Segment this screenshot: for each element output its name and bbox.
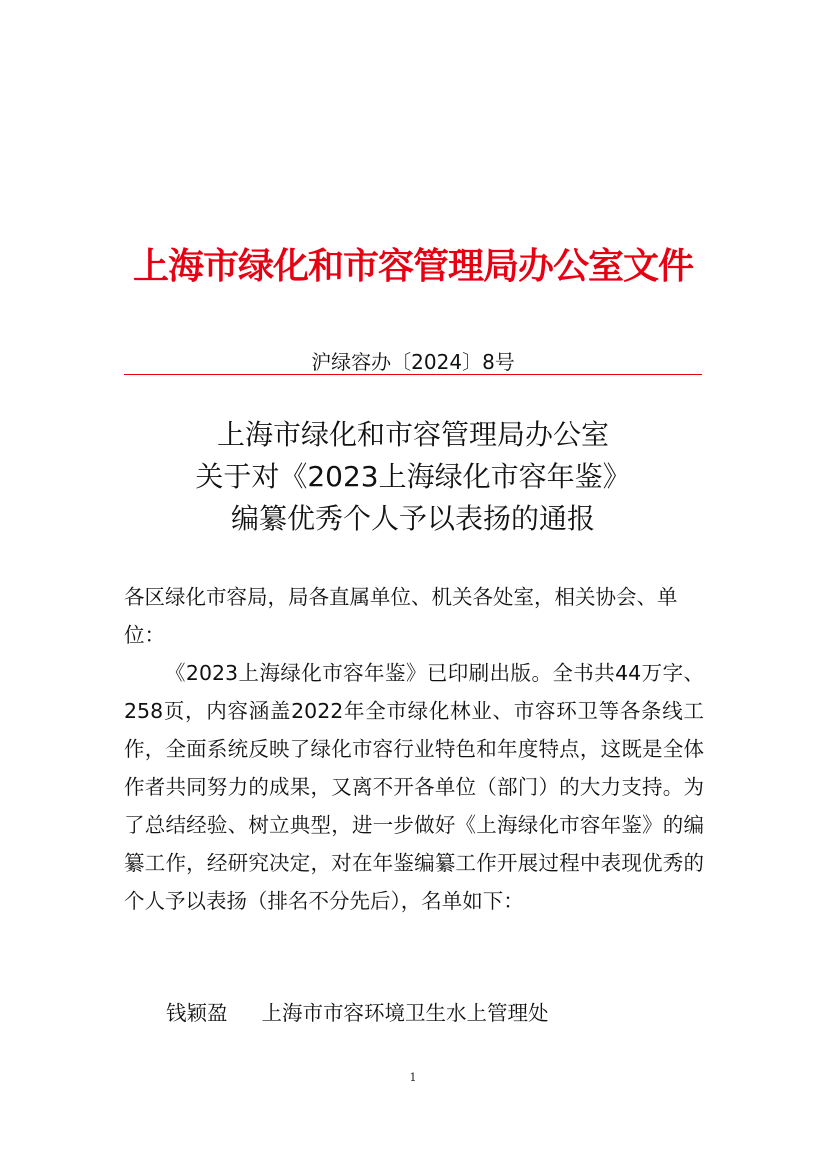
document-number: 沪绿容办〔2024〕8号 bbox=[311, 350, 515, 374]
honoree-unit: 上海市市容环境卫生水上管理处 bbox=[261, 1001, 549, 1025]
issuing-authority-header: 上海市绿化和市容管理局办公室文件 bbox=[132, 246, 693, 287]
title-line: 关于对《2023上海绿化市容年鉴》 bbox=[195, 460, 631, 493]
red-separator-line bbox=[124, 374, 702, 375]
body-paragraph: 《2023上海绿化市容年鉴》已印刷出版。全书共44万字、258页，内容涵盖2022年全市绿化林业、市容环卫等各条线工作，全面系统反映了绿化市容行业特色和年度特点，这既是全体作者共同努力的成果，又离不开各单位（部门）的大力支持。为了总结经验、树立典型，进一步做好《上海绿化市容年鉴》的编纂工作，经研究决定，对在年鉴编纂工作开展过程中表现优秀的个人予以表扬（排名不分先后），名单如下： bbox=[124, 661, 704, 913]
honoree-row bbox=[166, 996, 549, 1026]
title-line: 上海市绿化和市容管理局办公室 bbox=[216, 418, 609, 451]
salutation: 各区绿化市容局，局各直属单位、机关各处室，相关协会、单位： bbox=[124, 585, 678, 647]
honoree-name: 钱颖盈 bbox=[166, 1001, 228, 1025]
document-body bbox=[124, 578, 704, 920]
page-number: 1 bbox=[409, 1071, 417, 1084]
document-title bbox=[0, 414, 826, 540]
title-line: 编纂优秀个人予以表扬的通报 bbox=[230, 502, 595, 535]
